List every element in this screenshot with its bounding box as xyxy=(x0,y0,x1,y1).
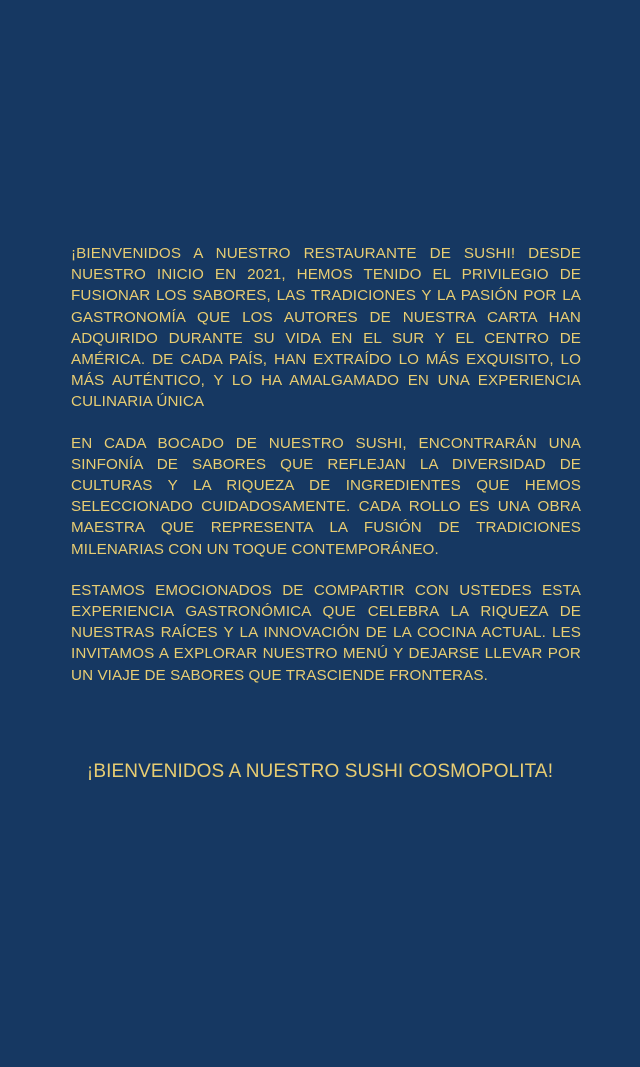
welcome-paragraph-3: ESTAMOS EMOCIONADOS DE COMPARTIR CON USTEDES ESTA EXPERIENCIA GASTRONÓMICA QUE CELEBRA LA RIQUEZA DE NUESTRAS RAÍCES Y LA INNOVACIÓN DE LA COCINA ACTUAL. LES INVITAMOS A EXPLORAR NUESTRO MENÚ Y DEJARSE LLEVAR POR UN VIAJE DE SABORES QUE TRASCIENDE FRONTERAS. xyxy=(71,581,581,684)
welcome-paragraph-2: EN CADA BOCADO DE NUESTRO SUSHI, ENCONTRARÁN UNA SINFONÍA DE SABORES QUE REFLEJAN LA DIVERSIDAD DE CULTURAS Y LA RIQUEZA DE INGREDIENTES QUE HEMOS SELECCIONADO CUIDADOSAMENTE. CADA ROLLO ES UNA OBRA MAESTRA QUE REPRESENTA LA FUSIÓN DE TRADICIONES MILENARIAS CON UN TOQUE CONTEMPORÁNEO. xyxy=(71,434,581,558)
welcome-closing-heading: ¡BIENVENIDOS A NUESTRO SUSHI COSMOPOLITA! xyxy=(86,761,554,782)
welcome-paragraph-1: ¡BIENVENIDOS A NUESTRO RESTAURANTE DE SUSHI! DESDE NUESTRO INICIO EN 2021, HEMOS TENIDO EL PRIVILEGIO DE FUSIONAR LOS SABORES, LAS TRADICIONES Y LA PASIÓN POR LA GASTRONOMÍA QUE LOS AUTORES DE NUESTRA CARTA HAN ADQUIRIDO DURANTE SU VIDA EN EL SUR Y EL CENTRO DE AMÉRICA. DE CADA PAÍS, HAN EXTRAÍDO LO MÁS EXQUISITO, LO MÁS AUTÉNTICO, Y LO HA AMALGAMADO EN UNA EXPERIENCIA CULINARIA ÚNICA xyxy=(71,245,581,411)
welcome-text-block xyxy=(71,243,581,686)
